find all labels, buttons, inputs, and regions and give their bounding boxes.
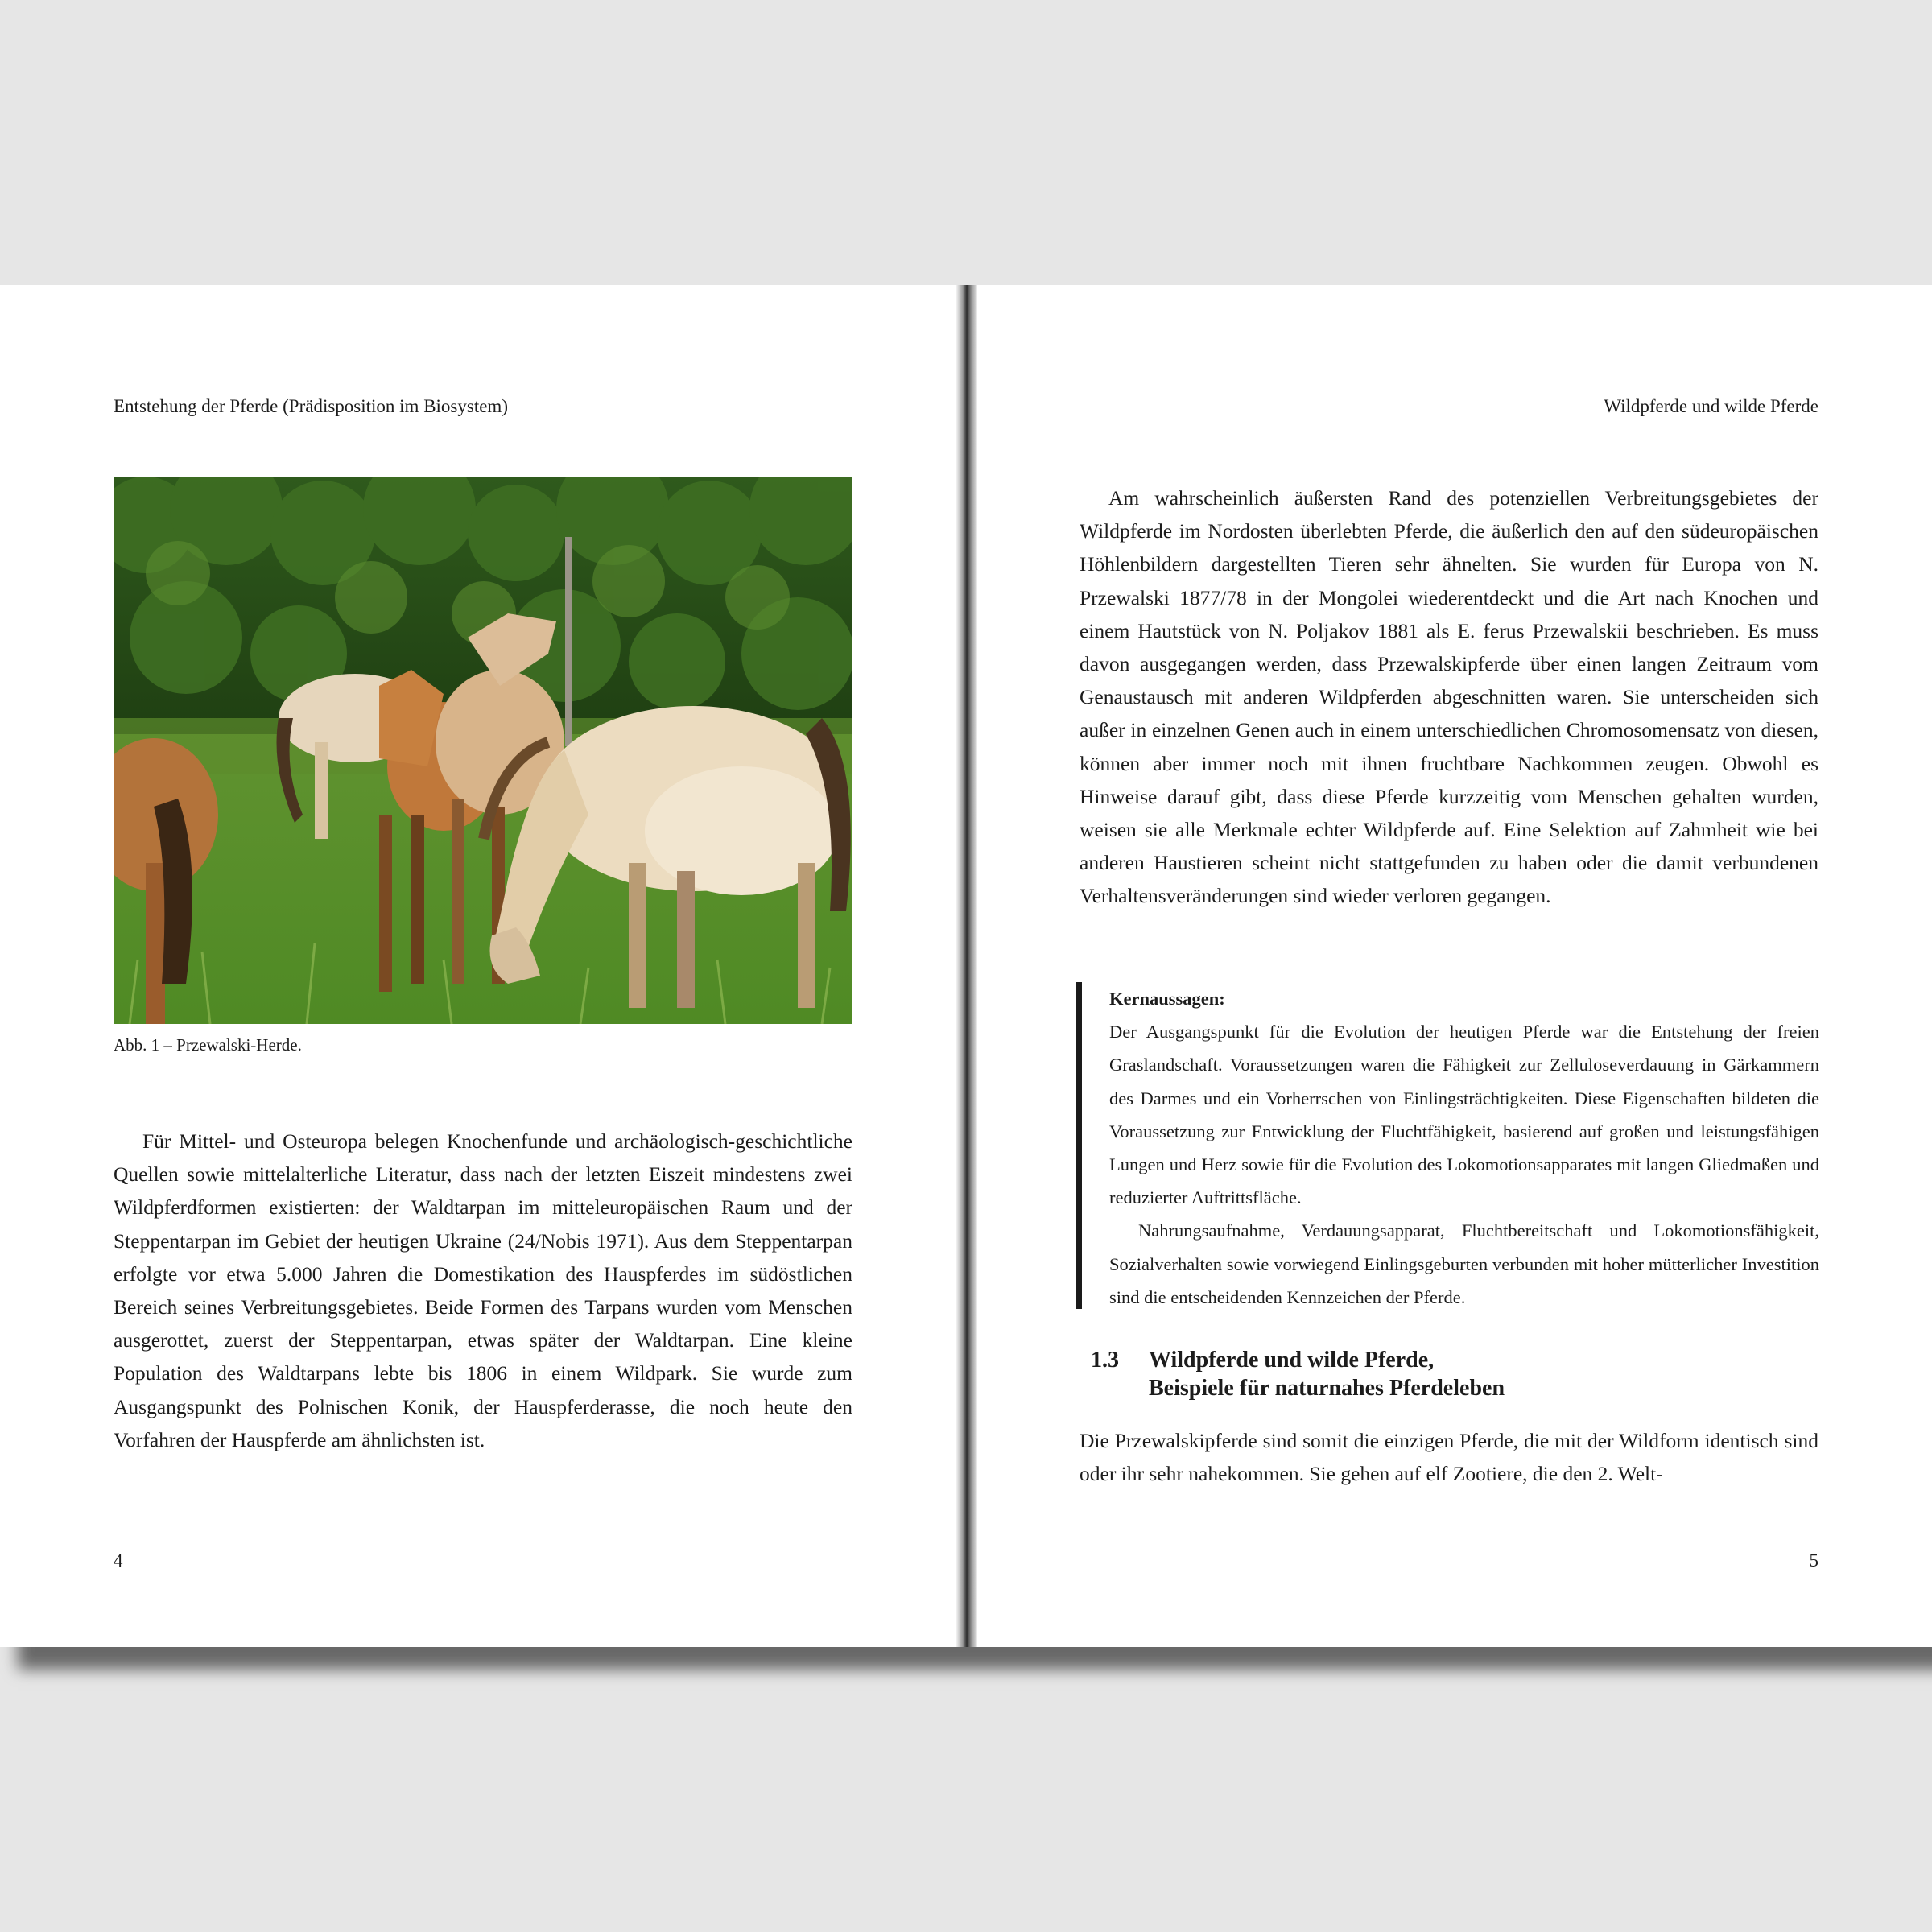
page-number-left: 4 <box>114 1550 123 1571</box>
left-page <box>0 285 956 1647</box>
section-title-line: Beispiele für naturnahes Pferdeleben <box>1149 1376 1505 1401</box>
key-statements-paragraph: Nahrungsaufnahme, Verdauungsapparat, Fluchtbereitschaft und Lokomotionsfähigkeit, Sozialverhalten sowie vorwiegend Einlingsgeburten verbunden mit hoher mütterlicher Investition sind die entscheidenden Kennzeichen der Pferde. <box>1109 1220 1819 1307</box>
running-head-right: Wildpferde und wilde Pferde <box>1604 396 1818 416</box>
right-page <box>977 285 1932 1647</box>
section-number: 1.3 <box>1091 1348 1119 1373</box>
running-head-left: Entstehung der Pferde (Prädisposition im Biosystem) <box>114 396 508 416</box>
section-title-line: Wildpferde und wilde Pferde, <box>1149 1348 1435 1373</box>
key-statements-content <box>1109 982 1819 1314</box>
key-statements-title: Kernaussagen: <box>1109 989 1225 1009</box>
figure-caption: Abb. 1 – Przewalski-Herde. <box>114 1035 302 1055</box>
section-title <box>1149 1346 1505 1402</box>
body-paragraph: Für Mittel- und Osteuropa belegen Knochenfunde und archäologisch-geschichtliche Quellen sowie mittelalterliche Literatur, dass nach der letzten Eiszeit mindestens zwei Wildpferdformen existierten: der Waldtarpan im mitteleuropäischen Raum und der Steppentarpan im Gebiet der heutigen Ukraine (24/​Nobis 1971). Aus dem Steppentarpan erfolgte vor etwa 5.000 Jahren die Domestikation des Hauspferdes im südöstlichen Bereich seines Verbreitungsgebietes. Beide Formen des Tarpans wurden vom Menschen ausgerottet, zuerst der Steppentarpan, etwas später der Waldtarpan. Eine kleine Population des Waldtarpans lebte bis 1806 in einem Wildpark. Sie wurde zum Ausgangspunkt des Polnischen Konik, der Hauspferderasse, die noch heute den Vorfahren der Hauspferde am ähnlichsten ist. <box>114 1129 852 1451</box>
page-number-right: 5 <box>1809 1550 1818 1571</box>
herd-illustration <box>114 477 852 1024</box>
book-gutter <box>956 285 977 1647</box>
body-paragraph: Am wahrscheinlich äußersten Rand des potenziellen Verbreitungsgebietes der Wildpferde im Nordosten überlebten Pferde, die äußerlich den auf den südeuropäischen Höhlenbildern dargestellten Tieren sehr ähnelten. Sie wurden für Europa von N. Przewalski 1877/78 in der Mongolei wiederentdeckt und die Art nach Knochen und einem Hautstück von N. Poljakov 1881 als E. ferus Przewalskii beschrieben. Es muss davon ausgegangen werden, dass Przewalskipferde über einen langen Zeitraum vom Genaustausch mit anderen Wildpferden abgeschnitten waren. Sie unterscheiden sich außer in einzelnen Genen auch in einem unterschiedlichen Chromosomensatz von diesen, können aber immer noch mit ihnen fruchtbare Nachkommen zeugen. Obwohl es Hinweise darauf gibt, dass diese Pferde kurzzeitig vom Menschen gehalten wurden, weisen sie alle Merkmale echter Wildpferde auf. Eine Selektion auf Zahmheit wie bei anderen Haustieren scheint nicht stattgefunden zu haben oder die damit verbundenen Verhaltensveränderungen sind wieder verloren gegangen. <box>1080 486 1818 908</box>
przewalski-herd-photo <box>114 477 852 1024</box>
key-statements-paragraph: Der Ausgangspunkt für die Evolution der heutigen Pferde war die Entstehung der freien Graslandschaft. Voraussetzungen waren die Fähigkeit zur Zelluloseverdauung in Gärkammern des Darmes und ein Vorherrschen von Einlingsträchtigkeiten. Diese Eigenschaften bildeten die Voraussetzung zur Entwicklung der Fluchtfähigkeit, basierend auf großen und leistungsfähigen Lungen und Herz sowie für die Evolution des Lokomotionsapparates mit langen Gliedmaßen und reduzierter Auftrittsfläche. <box>1109 1022 1819 1208</box>
key-statements-box <box>1076 982 1827 1309</box>
body-paragraph: Die Przewalskipferde sind somit die einzigen Pferde, die mit der Wildform identisch sind oder ihr sehr nahekommen. Sie gehen auf elf Zootiere, die den 2. Welt- <box>1080 1429 1818 1486</box>
book-spread <box>0 285 1932 1647</box>
